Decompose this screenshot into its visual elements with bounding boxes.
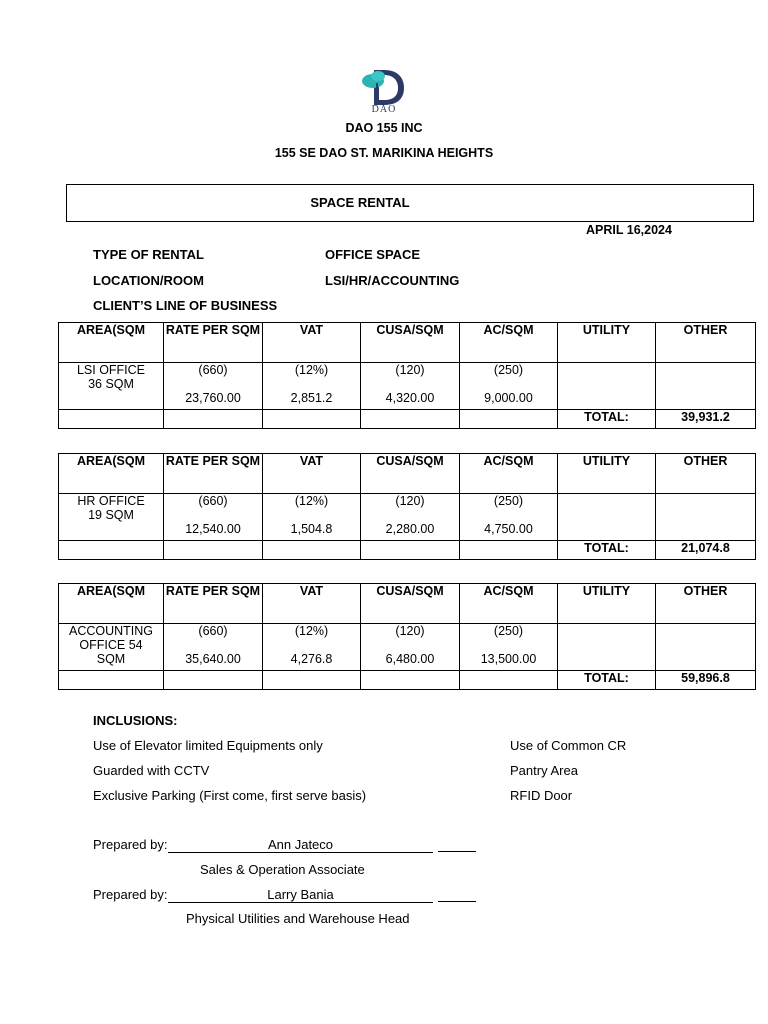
total-label: TOTAL: bbox=[558, 671, 656, 690]
col-header-utility: UTILITY bbox=[558, 323, 656, 363]
col-header-other: OTHER bbox=[656, 323, 756, 363]
vat-amount: 1,504.8 bbox=[290, 522, 333, 536]
ac-value: (250) bbox=[493, 494, 524, 508]
ac-value: (250) bbox=[493, 624, 524, 638]
ac-amount: 4,750.00 bbox=[484, 522, 533, 536]
ac-cell bbox=[460, 494, 558, 541]
inclusions-heading: INCLUSIONS: bbox=[93, 713, 178, 728]
rate-amount: 35,640.00 bbox=[185, 652, 241, 666]
ac-value: (250) bbox=[493, 363, 524, 377]
company-logo bbox=[360, 68, 408, 114]
vat-cell bbox=[263, 363, 361, 410]
utility-cell bbox=[558, 494, 656, 541]
col-header-area: AREA(SQM bbox=[59, 584, 164, 624]
col-header-cusa: CUSA/SQM bbox=[361, 454, 460, 494]
cusa-cell bbox=[361, 624, 460, 671]
signatory-position: Physical Utilities and Warehouse Head bbox=[186, 911, 410, 926]
detail-label: LOCATION/ROOM bbox=[93, 273, 204, 288]
rental-table-accounting bbox=[58, 583, 756, 690]
area-cell: ACCOUNTING OFFICE 54 SQM bbox=[59, 624, 164, 671]
inclusion-item: Pantry Area bbox=[510, 763, 578, 778]
total-label: TOTAL: bbox=[558, 410, 656, 429]
rate-amount: 23,760.00 bbox=[185, 391, 241, 405]
area-cell: LSI OFFICE 36 SQM bbox=[59, 363, 164, 410]
total-value: 59,896.8 bbox=[656, 671, 756, 690]
vat-amount: 2,851.2 bbox=[290, 391, 333, 405]
ac-amount: 13,500.00 bbox=[480, 652, 537, 666]
rental-table-hr bbox=[58, 453, 756, 560]
other-cell bbox=[656, 494, 756, 541]
cusa-cell bbox=[361, 494, 460, 541]
col-header-rate: RATE PER SQM bbox=[164, 454, 263, 494]
inclusion-item: Use of Common CR bbox=[510, 738, 627, 753]
logo-mark-icon bbox=[360, 68, 408, 114]
rate-value: (660) bbox=[198, 363, 228, 377]
detail-label: TYPE OF RENTAL bbox=[93, 247, 204, 262]
inclusion-item: Guarded with CCTV bbox=[93, 763, 210, 778]
document-date: APRIL 16,2024 bbox=[586, 223, 672, 237]
cusa-amount: 6,480.00 bbox=[385, 652, 435, 666]
total-label: TOTAL: bbox=[558, 541, 656, 560]
col-header-area: AREA(SQM bbox=[59, 323, 164, 363]
rate-cell bbox=[164, 494, 263, 541]
utility-cell bbox=[558, 363, 656, 410]
utility-cell bbox=[558, 624, 656, 671]
col-header-cusa: CUSA/SQM bbox=[361, 584, 460, 624]
col-header-vat: VAT bbox=[263, 454, 361, 494]
ac-cell bbox=[460, 363, 558, 410]
vat-value: (12%) bbox=[294, 624, 329, 638]
prepared-by-label: Prepared by: bbox=[93, 887, 168, 902]
col-header-ac: AC/SQM bbox=[460, 584, 558, 624]
signatory-position: Sales & Operation Associate bbox=[200, 862, 365, 877]
rate-value: (660) bbox=[198, 624, 228, 638]
col-header-rate: RATE PER SQM bbox=[164, 584, 263, 624]
cusa-amount: 4,320.00 bbox=[385, 391, 435, 405]
cusa-value: (120) bbox=[395, 494, 425, 508]
col-header-ac: AC/SQM bbox=[460, 454, 558, 494]
rental-table-lsi bbox=[58, 322, 756, 429]
cusa-value: (120) bbox=[395, 363, 425, 377]
cusa-cell bbox=[361, 363, 460, 410]
company-name: DAO 155 INC bbox=[345, 121, 423, 135]
col-header-other: OTHER bbox=[656, 454, 756, 494]
logo-text: DAO bbox=[371, 104, 397, 114]
signatory-name: Larry Bania bbox=[168, 887, 433, 903]
col-header-utility: UTILITY bbox=[558, 584, 656, 624]
total-value: 21,074.8 bbox=[656, 541, 756, 560]
document-title-box bbox=[66, 184, 754, 222]
detail-label: CLIENT’S LINE OF BUSINESS bbox=[93, 298, 278, 313]
rate-cell bbox=[164, 624, 263, 671]
signature-line bbox=[438, 836, 476, 852]
vat-value: (12%) bbox=[294, 363, 329, 377]
detail-value: OFFICE SPACE bbox=[325, 247, 421, 262]
inclusion-item: Exclusive Parking (First come, first serve basis) bbox=[93, 788, 367, 803]
signature-line bbox=[438, 886, 476, 902]
total-value: 39,931.2 bbox=[656, 410, 756, 429]
ac-cell bbox=[460, 624, 558, 671]
vat-value: (12%) bbox=[294, 494, 329, 508]
inclusion-item: Use of Elevator limited Equipments only bbox=[93, 738, 323, 753]
prepared-by-label: Prepared by: bbox=[93, 837, 168, 852]
col-header-cusa: CUSA/SQM bbox=[361, 323, 460, 363]
rate-amount: 12,540.00 bbox=[185, 522, 241, 536]
area-cell: HR OFFICE 19 SQM bbox=[59, 494, 164, 541]
col-header-ac: AC/SQM bbox=[460, 323, 558, 363]
ac-amount: 9,000.00 bbox=[484, 391, 533, 405]
inclusion-item: RFID Door bbox=[510, 788, 573, 803]
signatory-name: Ann Jateco bbox=[168, 837, 433, 853]
col-header-vat: VAT bbox=[263, 584, 361, 624]
other-cell bbox=[656, 624, 756, 671]
document-title: SPACE RENTAL bbox=[310, 195, 410, 210]
cusa-value: (120) bbox=[395, 624, 425, 638]
detail-value: LSI/HR/ACCOUNTING bbox=[325, 273, 460, 288]
col-header-rate: RATE PER SQM bbox=[164, 323, 263, 363]
rate-value: (660) bbox=[198, 494, 228, 508]
company-address: 155 SE DAO ST. MARIKINA HEIGHTS bbox=[274, 146, 494, 160]
vat-cell bbox=[263, 494, 361, 541]
rate-cell bbox=[164, 363, 263, 410]
vat-amount: 4,276.8 bbox=[290, 652, 333, 666]
cusa-amount: 2,280.00 bbox=[385, 522, 435, 536]
col-header-vat: VAT bbox=[263, 323, 361, 363]
other-cell bbox=[656, 363, 756, 410]
col-header-area: AREA(SQM bbox=[59, 454, 164, 494]
col-header-utility: UTILITY bbox=[558, 454, 656, 494]
vat-cell bbox=[263, 624, 361, 671]
col-header-other: OTHER bbox=[656, 584, 756, 624]
